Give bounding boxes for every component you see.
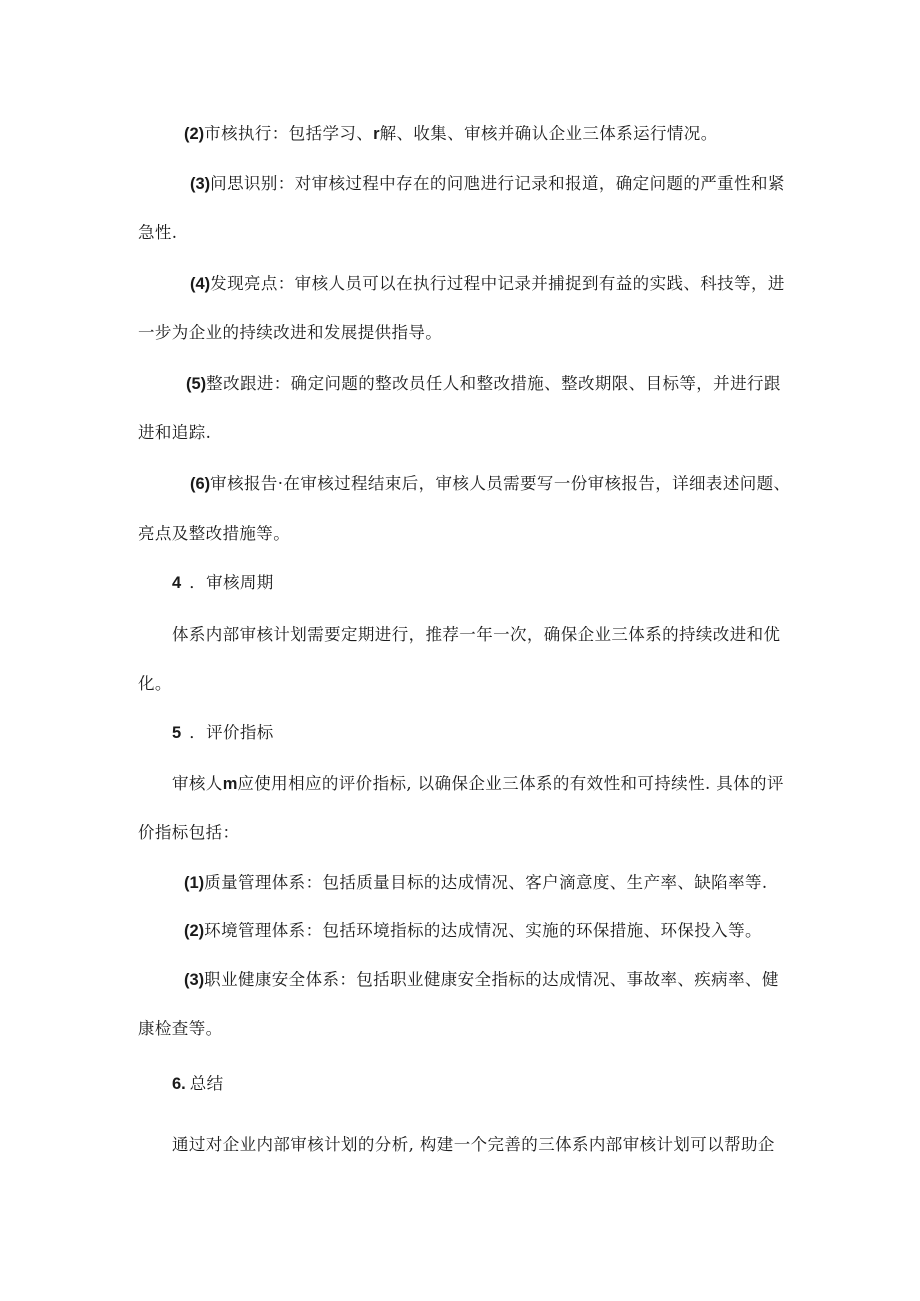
item-text: 审核报告·在审核过程结束后，审核人员需要写一份审核报告，详细表述问题、 [210, 474, 791, 493]
item-text: 发现亮点：审核人员可以在执行过程中记录并捕捉到有益的实践、科技等，进 [210, 274, 785, 293]
item-text: 问思识别：对审核过程中存在的问虺进行记录和报道，确定问题的严重性和紧 [210, 174, 785, 193]
section-number: 4 [172, 574, 182, 592]
item-number: (3) [190, 175, 211, 193]
section-number: 5 [172, 724, 182, 742]
list-item [184, 969, 779, 991]
paragraph-continuation: 化。 [138, 674, 172, 693]
item-text: 质量管理体系：包括质量目标的达成情况、客户滴意度、生产率、缺陷率等. [204, 873, 768, 892]
list-item [184, 920, 762, 942]
item-number: (2) [184, 125, 205, 143]
paragraph-text: 审核人 [172, 774, 223, 793]
item-number: (1) [184, 874, 205, 892]
paragraph-continuation: 一步为企业的持续改进和发展提供指导。 [138, 323, 443, 342]
section-title: 总结 [189, 1075, 224, 1093]
paragraph: 通过对企业内部审核计划的分析, 构建一个完善的三体系内部审核计划可以帮助企 [172, 1135, 775, 1154]
section-title: ．审核周期 [189, 574, 274, 592]
section-number: 6. [172, 1075, 186, 1093]
list-item [186, 373, 781, 395]
item-number: (6) [190, 475, 211, 493]
paragraph-continuation: 进和追踪. [138, 423, 212, 442]
item-text: 市核执行：包括学习、 [204, 124, 374, 143]
section-heading [172, 1073, 224, 1095]
item-number: (3) [184, 971, 205, 989]
item-text: 环境管理体系：包括环境指标的达成情况、实施的环保措施、环保投入等。 [204, 921, 762, 940]
paragraph-continuation: 康检查等。 [138, 1019, 223, 1038]
item-text-continued: 解、收集、审核并确认企业三体系运行情况。 [379, 124, 718, 143]
item-number: (4) [190, 275, 211, 293]
item-text-glyph: r [373, 125, 380, 143]
section-heading [172, 572, 274, 594]
paragraph: 体系内部审核计划需要定期进行，推荐一年一次，确保企业三体系的持续改进和优 [172, 625, 781, 644]
item-number: (5) [186, 375, 207, 393]
paragraph-continuation: 急性. [138, 223, 178, 242]
list-item [190, 173, 785, 195]
section-title: ．评价指标 [189, 724, 274, 742]
paragraph-continuation: 价指标包括： [138, 823, 240, 842]
section-heading [172, 722, 274, 744]
list-item [184, 123, 718, 145]
item-text: 整改跟进：确定问题的整改员任人和整改措施、整改期限、目标等，并进行跟 [206, 374, 781, 393]
list-item [190, 273, 785, 295]
paragraph [172, 773, 784, 795]
paragraph-glyph: m [222, 775, 238, 793]
paragraph-continuation: 亮点及整改措施等。 [138, 524, 291, 543]
list-item [184, 872, 768, 894]
item-text: 职业健康安全体系：包括职业健康安全指标的达成情况、事故率、疾病率、健 [204, 970, 779, 989]
paragraph-text-continued: 应使用相应的评价指标, 以确保企业三体系的有效性和可持续性. 具体的评 [237, 774, 784, 793]
list-item [190, 473, 790, 495]
item-number: (2) [184, 922, 205, 940]
